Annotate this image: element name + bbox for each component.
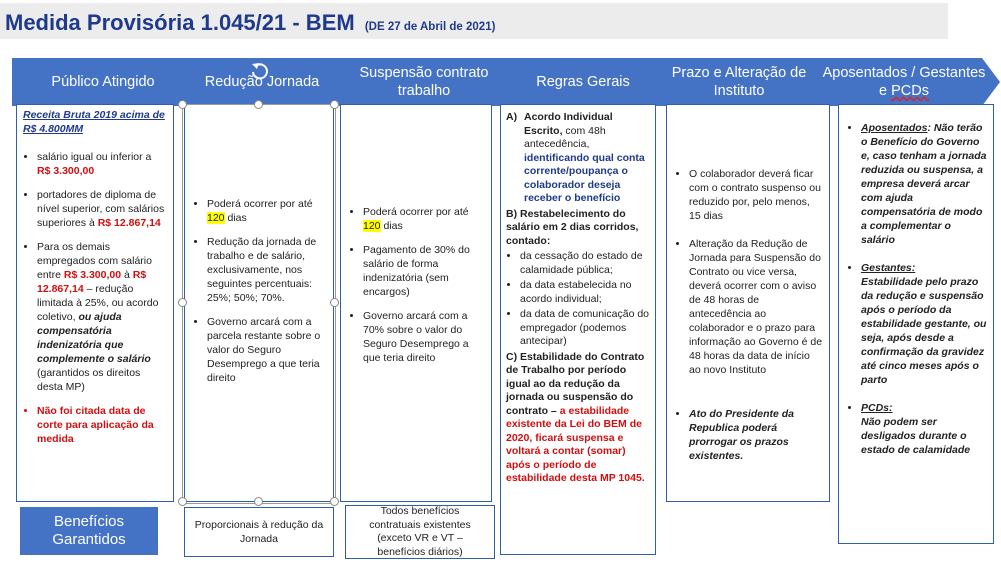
header-label: Suspensão contrato trabalho — [359, 65, 489, 99]
publico-heading: Receita Bruta 2019 acima de R$ 4.800MM — [23, 109, 165, 135]
header-label: Regras Gerais — [536, 74, 630, 90]
suspensao-beneficio-box — [345, 505, 495, 559]
reducao-beneficio-text: Proporcionais à redução da Jornada — [194, 519, 324, 545]
regras-subitem: • da data estabelecida no acordo individual; — [520, 279, 651, 306]
prazo-item-3: • Ato do Presidente da Republica poderá prorrogar os prazos existentes. — [689, 407, 823, 463]
resize-handle-bottom-right[interactable] — [330, 497, 339, 506]
header-label: Público Atingido — [51, 74, 155, 90]
resize-handle-right[interactable] — [330, 298, 339, 307]
suspensao-box — [340, 104, 492, 502]
header-label: Prazo e Alteração de Instituto — [671, 65, 807, 99]
publico-item-4: • Não foi citada data de corte para aplicação da medida — [37, 404, 167, 446]
selection-frame[interactable] — [182, 104, 336, 504]
header-label — [808, 58, 1000, 106]
reducao-item-1: • Poderá ocorrer por até 120 dias — [207, 197, 327, 225]
reducao-beneficio-box — [184, 507, 334, 557]
aposentados-item-1: • Aposentados: Não terão o Benefício do Governo e, caso tenham a jornada reduzida ou suspensa, a empresa deverá arcar com ajuda compensatória de modo a complementar o salário — [861, 121, 987, 247]
rotate-handle-icon[interactable] — [249, 61, 271, 81]
regras-item-b: B) Restabelecimento do salário em 2 dias corridos, contado: — [506, 207, 639, 247]
reducao-item-3: • Governo arcará com a parcela restante sobre o valor do Seguro Desemprego a que teria direito — [207, 315, 327, 385]
resize-handle-top-left[interactable] — [178, 100, 187, 109]
title-text: Medida Provisória 1.045/21 - BEM — [5, 10, 355, 35]
header-aposentados[interactable] — [808, 58, 1000, 106]
reducao-item-2: • Redução da jornada de trabalho e de salário, exclusivamente, nos seguintes percentuais: 25%; 50%; 70%. — [207, 235, 327, 305]
aposentados-item-2: • Gestantes: Estabilidade pelo prazo da redução e suspensão após o período da estabilidade gestante, ou seja, após desde a confirmação da gravidez até cinco meses após o parto — [861, 261, 987, 387]
suspensao-item-1: • Poderá ocorrer por até 120 dias — [363, 205, 485, 233]
resize-handle-bottom[interactable] — [254, 497, 263, 506]
aposentados-item-3: • PCDs: Não podem ser desligados durante o estado de calamidade — [861, 401, 987, 457]
beneficios-garantidos-label: Benefícios Garantidos — [20, 507, 158, 555]
publico-item-2: • portadores de diploma de nível superior, com salários superiores à R$ 12.867,14 — [37, 188, 167, 230]
page-title — [5, 10, 495, 36]
prazo-item-1: • O colaborador deverá ficar com o contrato suspenso ou reduzido por, pelo menos, 15 dias — [689, 167, 823, 223]
header-label-suffix: PCDs — [891, 83, 929, 99]
prazo-item-2: • Alteração da Redução de Jornada para Suspensão do Contrato ou vice versa, deverá ocorrer com o aviso de 48 horas de antecedência ao colaborador e o prazo para informação ao Governo é de 48 horas da data de início ao novo Instituto — [689, 237, 823, 377]
header-label: Redução Jornada — [204, 74, 320, 90]
header-label-prefix: Aposentados / Gestantes e — [822, 65, 986, 99]
publico-item-3: • Para os demais empregados com salário entre R$ 3.300,00 à R$ 12.867,14 – redução limitada à 25%, ou acordo coletivo, ou ajuda compensatória indenizatória que complemente o salário (garantidos os direitos desta MP) — [37, 240, 167, 394]
regras-item-c: C) Estabilidade do Contrato de Trabalho por período igual ao da redução da jornada ou suspensão do contrato – a estabilidade existente da Lei do BEM de 2020, ficará suspensa e voltará a contar (somar) após o período de estabilidade desta MP 1045. — [506, 350, 645, 484]
publico-box — [16, 104, 174, 502]
header-prazo-alteracao[interactable] — [648, 58, 830, 106]
header-publico-atingido[interactable] — [12, 58, 194, 106]
aposentados-box — [838, 104, 994, 544]
prazo-box — [666, 104, 830, 502]
header-regras-gerais[interactable] — [496, 58, 670, 106]
publico-item-1: • salário igual ou inferior a R$ 3.300,00 — [37, 150, 167, 178]
resize-handle-left[interactable] — [178, 298, 187, 307]
suspensao-item-3: • Governo arcará com a 70% sobre o valor do Seguro Desemprego a que teria direito — [363, 309, 485, 365]
resize-handle-top[interactable] — [254, 100, 263, 109]
suspensao-item-2: • Pagamento de 30% do salário de forma indenizatória (sem encargos) — [363, 243, 485, 299]
title-date: (DE 27 de Abril de 2021) — [364, 21, 496, 33]
regras-subitem: • da cessação do estado de calamidade pública; — [520, 250, 651, 277]
regras-subitem: • da data de comunicação do empregador (podemos antecipar) — [520, 308, 651, 349]
suspensao-beneficio-text: Todos benefícios contratuais existentes (exceto VR e VT – benefícios diários) — [369, 505, 471, 558]
header-suspensao-contrato[interactable] — [330, 58, 518, 106]
title-bar — [0, 3, 948, 39]
resize-handle-bottom-left[interactable] — [178, 497, 187, 506]
regras-box — [500, 104, 656, 555]
resize-handle-top-right[interactable] — [330, 100, 339, 109]
regras-item-a: A) Acordo Individual Escrito, com 48h antecedência, identificando qual conta corrente/poupança o colaborador deseja receber o benefício — [506, 111, 645, 204]
